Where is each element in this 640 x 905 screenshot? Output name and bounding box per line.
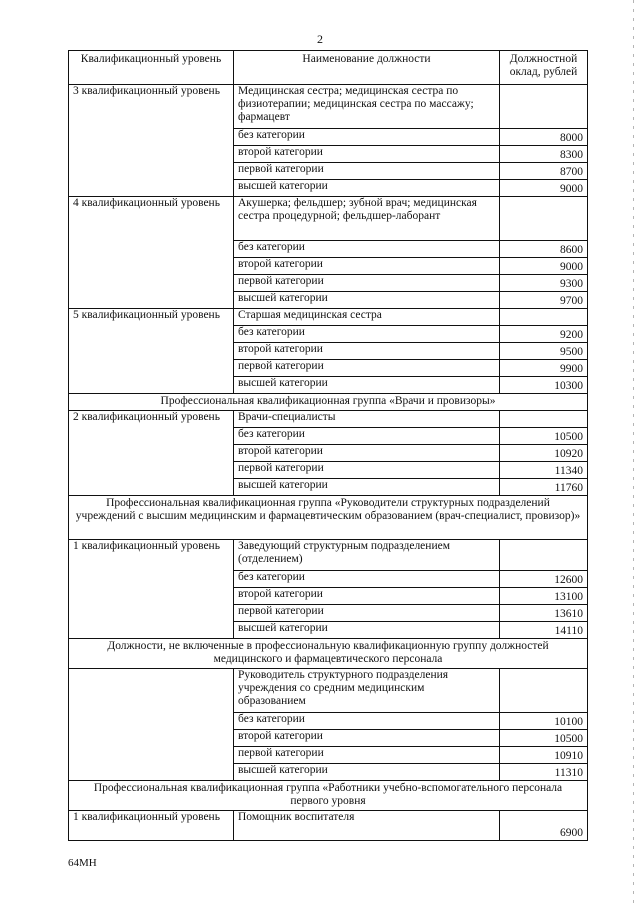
table-body	[69, 85, 588, 841]
table-row	[69, 309, 588, 326]
group-heading-row	[69, 781, 588, 811]
salary-value	[500, 85, 588, 129]
category-name: высшей категории	[234, 764, 500, 781]
salary-value	[500, 540, 588, 571]
salary-value	[500, 411, 588, 428]
position-name: Акушерка; фельдшер; зубной врач; медицинская сестра процедурной; фельдшер-лаборант	[234, 197, 500, 241]
salary-value: 6900	[500, 811, 588, 841]
salary-value: 11340	[500, 462, 588, 479]
salary-value: 9000	[500, 180, 588, 197]
qualification-level: 5 квалификационный уровень	[69, 309, 234, 394]
position-name: Медицинская сестра; медицинская сестра по физиотерапии; медицинская сестра по массажу; фармацевт	[234, 85, 500, 129]
scan-edge-mark	[633, 0, 634, 905]
category-name: без категории	[234, 571, 500, 588]
salary-value: 9200	[500, 326, 588, 343]
salary-value: 10920	[500, 445, 588, 462]
salary-value: 10300	[500, 377, 588, 394]
position-name: Помощник воспитателя	[234, 811, 500, 841]
table-row	[69, 85, 588, 129]
qualification-level: 3 квалификационный уровень	[69, 85, 234, 197]
category-name: без категории	[234, 326, 500, 343]
category-name: высшей категории	[234, 479, 500, 496]
category-name: первой категории	[234, 605, 500, 622]
group-heading: Профессиональная квалификационная группа «Руководители структурных подразделений учреждений с высшим медицинским и фармацевтическим образованием (врач-специалист, провизор)»	[69, 496, 588, 540]
category-name: без категории	[234, 428, 500, 445]
group-heading: Профессиональная квалификационная группа «Врачи и провизоры»	[69, 394, 588, 411]
salary-value: 8300	[500, 146, 588, 163]
salary-value: 8600	[500, 241, 588, 258]
salary-value: 9000	[500, 258, 588, 275]
table-row	[69, 669, 588, 713]
category-name: без категории	[234, 713, 500, 730]
salary-value: 11760	[500, 479, 588, 496]
salary-value: 9500	[500, 343, 588, 360]
category-name: первой категории	[234, 275, 500, 292]
category-name: высшей категории	[234, 622, 500, 639]
category-name: высшей категории	[234, 180, 500, 197]
salary-value: 10910	[500, 747, 588, 764]
header-position: Наименование должности	[234, 51, 500, 85]
category-name: второй категории	[234, 258, 500, 275]
group-heading: Профессиональная квалификационная группа «Работники учебно-вспомогательного персонала первого уровня	[69, 781, 588, 811]
salary-value: 9900	[500, 360, 588, 377]
qualification-level: 1 квалификационный уровень	[69, 540, 234, 639]
category-name: второй категории	[234, 445, 500, 462]
category-name: без категории	[234, 129, 500, 146]
category-name: высшей категории	[234, 377, 500, 394]
qualification-level	[69, 669, 234, 781]
salary-value: 9300	[500, 275, 588, 292]
qualification-level: 1 квалификационный уровень	[69, 811, 234, 841]
group-heading: Должности, не включенные в профессиональную квалификационную группу должностей медицинского и фармацевтического персонала	[69, 639, 588, 669]
category-name: первой категории	[234, 163, 500, 180]
category-name: без категории	[234, 241, 500, 258]
salary-value: 13100	[500, 588, 588, 605]
table-row	[69, 811, 588, 841]
position-name: Врачи-специалисты	[234, 411, 500, 428]
category-name: второй категории	[234, 146, 500, 163]
category-name: первой категории	[234, 360, 500, 377]
category-name: первой категории	[234, 747, 500, 764]
salary-value: 8700	[500, 163, 588, 180]
page-number: 2	[317, 32, 323, 46]
qualification-level: 4 квалификационный уровень	[69, 197, 234, 309]
table-row	[69, 540, 588, 571]
salary-value: 10500	[500, 730, 588, 747]
group-heading-row	[69, 496, 588, 540]
table-row	[69, 411, 588, 428]
salary-value: 8000	[500, 129, 588, 146]
salary-value	[500, 309, 588, 326]
category-name: второй категории	[234, 343, 500, 360]
salary-table	[68, 50, 588, 841]
group-heading-row	[69, 394, 588, 411]
group-heading-row	[69, 639, 588, 669]
footer-code: 64МН	[68, 857, 97, 869]
category-name: первой категории	[234, 462, 500, 479]
position-name: Старшая медицинская сестра	[234, 309, 500, 326]
salary-value: 13610	[500, 605, 588, 622]
salary-value: 9700	[500, 292, 588, 309]
position-name: Руководитель структурного подразделения учреждения со средним медицинским образованием	[234, 669, 500, 713]
salary-value: 14110	[500, 622, 588, 639]
salary-value: 10100	[500, 713, 588, 730]
position-name: Заведующий структурным подразделением (отделением)	[234, 540, 500, 571]
salary-value	[500, 669, 588, 713]
table-row	[69, 197, 588, 241]
salary-value: 11310	[500, 764, 588, 781]
header-salary: Должностной оклад, рублей	[500, 51, 588, 85]
qualification-level: 2 квалификационный уровень	[69, 411, 234, 496]
salary-value: 10500	[500, 428, 588, 445]
table-header-row	[69, 51, 588, 85]
header-level: Квалификационный уровень	[69, 51, 234, 85]
category-name: высшей категории	[234, 292, 500, 309]
category-name: второй категории	[234, 730, 500, 747]
salary-value	[500, 197, 588, 241]
category-name: второй категории	[234, 588, 500, 605]
salary-value: 12600	[500, 571, 588, 588]
